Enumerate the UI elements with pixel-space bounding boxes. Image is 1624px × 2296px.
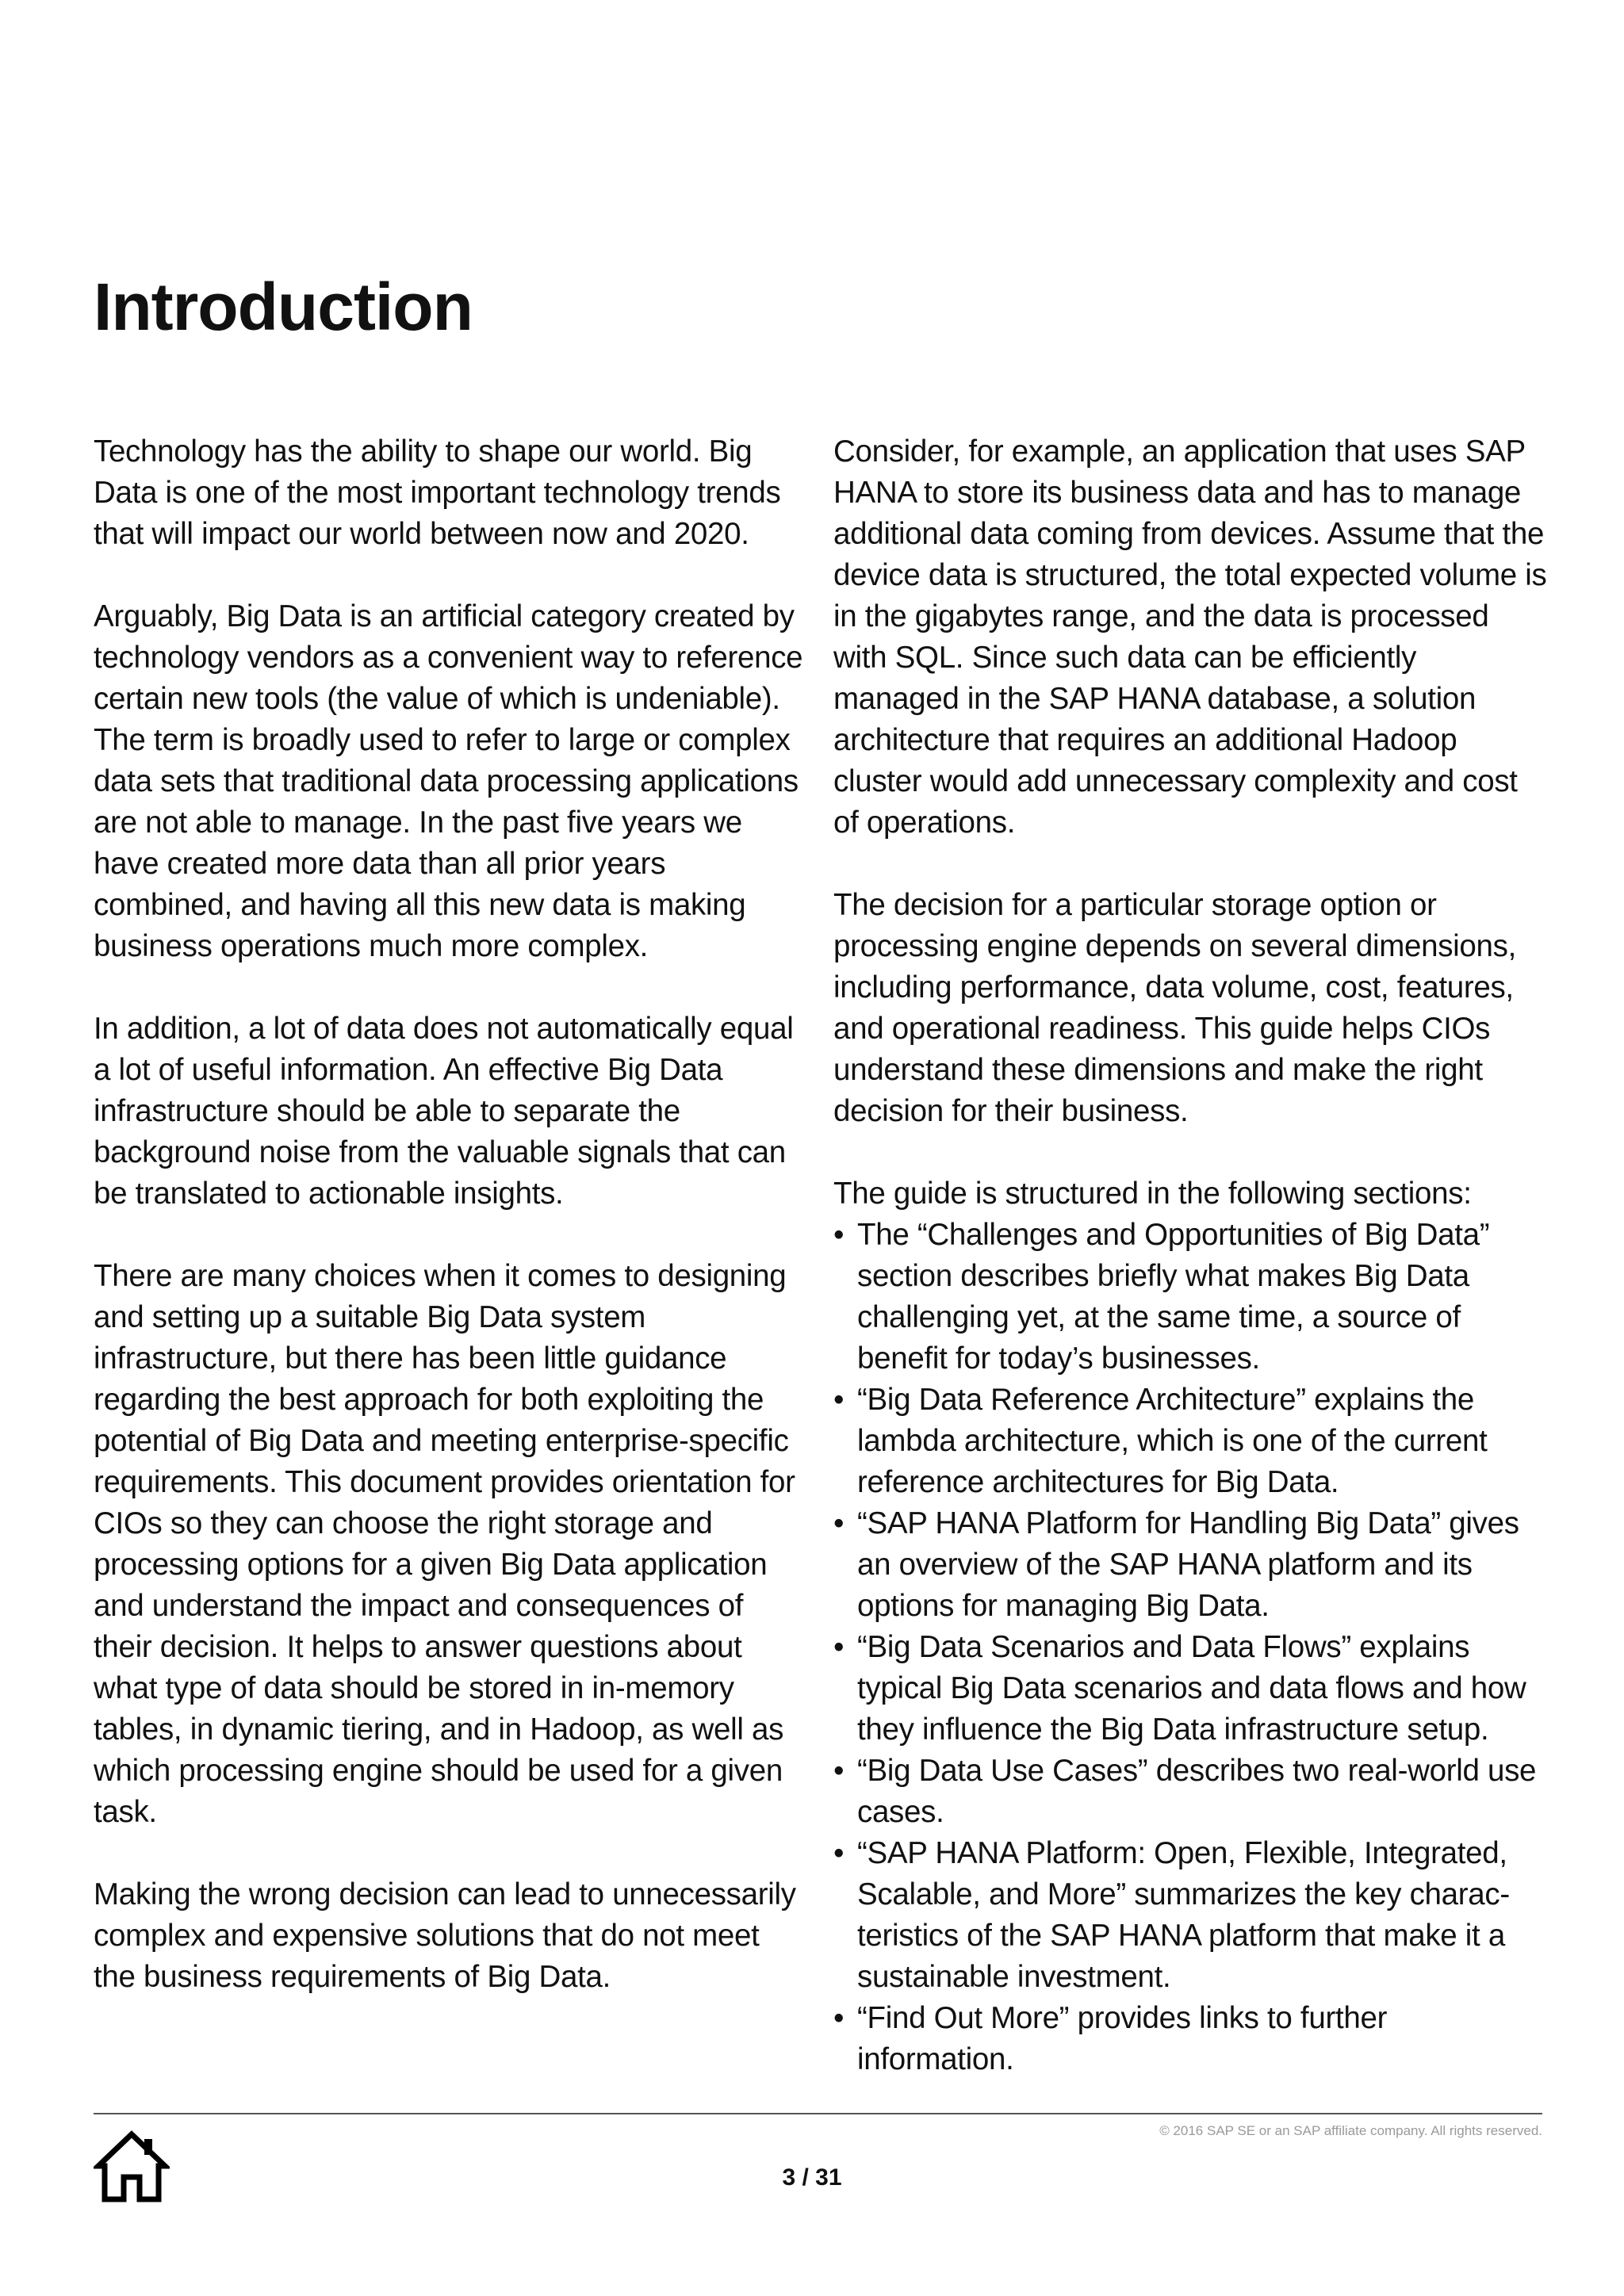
section-list	[833, 1215, 1547, 2080]
list-item: • “Big Data Scenarios and Data Flows” explains typical Big Data scenarios and data flows and how they influence the Big Data infrastructure setup.	[833, 1627, 1547, 1751]
page-title: Introduction	[94, 270, 473, 344]
section-list-block	[833, 1173, 1547, 2080]
list-item: • The “Challenges and Opportunities of Big Data” section describes briefly what makes Big Data challenging yet, at the same time, a source of benefit for today’s businesses.	[833, 1215, 1547, 1380]
list-item: • “Big Data Use Cases” describes two real-world use cases.	[833, 1751, 1547, 1833]
list-item: • “Big Data Reference Architecture” explains the lambda architecture, which is one of the current reference architectures for Big Data.	[833, 1380, 1547, 1503]
paragraph: Making the wrong decision can lead to unnecessarily complex and expensive solutions that do not meet the business requirements of Big Data.	[94, 1877, 796, 1994]
left-column	[94, 431, 807, 1998]
paragraph: Technology has the ability to shape our world. Big Data is one of the most important technology trends that will impact our world between now and 2020.	[94, 434, 781, 551]
paragraph: There are many choices when it comes to designing and setting up a suitable Big Data system infrastructure, but there has been little guidance regarding the best approach for both exploiting the potential of Big Data and meeting enterprise-specific requirements. This document provides orientation for CIOs so they can choose the right storage and processing options for a given Big Data application and understand the impact and consequences of their decision. It helps to answer questions about what type of data should be stored in in-memory tables, in dynamic tiering, and in Hadoop, as well as which processing engine should be used for a given task.	[94, 1259, 795, 1829]
paragraph: Arguably, Big Data is an artificial category created by technology vendors as a convenient way to reference certain new tools (the value of which is undeniable). The term is broadly used to refer to large or complex data sets that traditional data processing applications are not able to manage. In the past five years we have created more data than all prior years combined, and having all this new data is making business operations much more complex.	[94, 599, 803, 963]
paragraph: The decision for a particular storage option or processing engine depends on several dimensions, including performance, data volume, cost, features, and operational readiness. This guide helps CIOs understand these dimensions and make the right decision for their business.	[833, 888, 1516, 1128]
list-intro: The guide is structured in the following sections:	[833, 1177, 1472, 1211]
list-item: • “SAP HANA Platform: Open, Flexible, Integrated, Scalable, and More” summarizes the key characteristics of the SAP HANA platform that make it a sustainable investment.	[833, 1833, 1547, 1998]
page-number: 3 / 31	[782, 2164, 842, 2191]
paragraph: In addition, a lot of data does not automatically equal a lot of useful information. An effective Big Data infrastructure should be able to separate the background noise from the valuable signals that can be translated to actionable insights.	[94, 1012, 794, 1211]
list-item: • “SAP HANA Platform for Handling Big Data” gives an overview of the SAP HANA platform and its options for managing Big Data.	[833, 1503, 1547, 1627]
right-column	[833, 431, 1547, 2080]
footer-divider	[94, 2113, 1542, 2114]
paragraph: Consider, for example, an application that uses SAP HANA to store its business data and has to manage additional data coming from devices. Assume that the device data is structured, the total expected volume is in the gigabytes range, and the data is processed with SQL. Since such data can be efficiently managed in the SAP HANA database, a solution architecture that requires an additional Hadoop cluster would add unnecessary complexity and cost of operations.	[833, 434, 1547, 840]
copyright-notice: © 2016 SAP SE or an SAP affiliate company. All rights reserved.	[1159, 2123, 1542, 2138]
list-item: • “Find Out More” provides links to further information.	[833, 1998, 1547, 2080]
